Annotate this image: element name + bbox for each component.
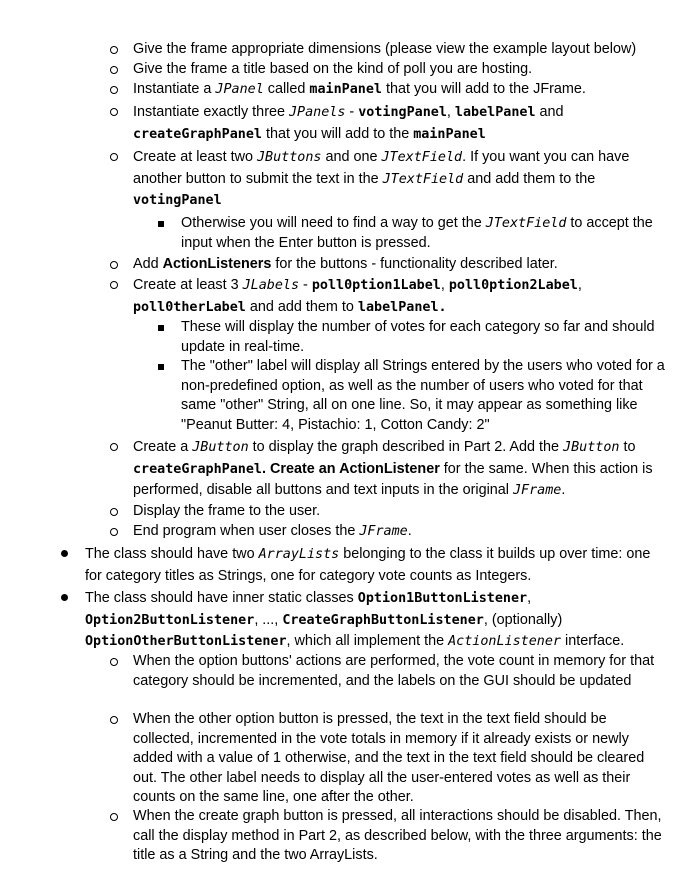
code-italic: JTextField [485, 216, 567, 231]
item-text: for the same. When this action is performed, disable all buttons and text inputs in the original [133, 460, 653, 498]
hollow-circle-bullet-icon [110, 108, 118, 116]
item-text: Create at least two [133, 149, 257, 165]
item-text: interface. [561, 633, 625, 649]
hollow-circle-bullet-icon [110, 86, 118, 94]
list-item [133, 255, 667, 275]
code-bold: mainPanel [309, 82, 382, 97]
list-item [85, 588, 665, 653]
list-item [133, 437, 667, 502]
item-text: and [535, 104, 564, 120]
item-text: to display the graph described in Part 2. Add the [248, 439, 564, 455]
code-italic: JPanels [289, 105, 346, 120]
code-italic: JPanel [215, 82, 264, 97]
item-text: End program when user closes the [133, 523, 360, 539]
item-text: When the option buttons' actions are performed, the vote count in memory for that category should be incremented, and the labels on the GUI should be updated [133, 653, 655, 689]
item-text: The class should have inner static classes [85, 590, 358, 606]
list-item [181, 357, 667, 435]
item-text: - [299, 277, 312, 293]
item-text: , [527, 590, 532, 606]
code-italic: JButton [563, 440, 620, 455]
code-italic: ActionListener [448, 634, 561, 649]
hollow-circle-bullet-icon [110, 716, 118, 724]
hollow-circle-bullet-icon [110, 508, 118, 516]
code-italic: JButton [192, 440, 249, 455]
hollow-circle-bullet-icon [110, 658, 118, 666]
filled-circle-bullet-icon [61, 550, 68, 557]
code-bold: Option2ButtonListener [85, 612, 255, 628]
code-bold: votingPanel [133, 193, 222, 208]
list-item [85, 544, 665, 587]
item-text: These will display the number of votes for each category so far and should update in real-time. [181, 319, 655, 355]
item-text: that you will add to the JFrame. [381, 81, 586, 97]
hollow-circle-bullet-icon [110, 281, 118, 289]
item-text: When the other option button is pressed, the text in the text field should be collected, incremented in the vote totals in memory if it already exists or newly added with a value of 1 otherwise, and the text in the text field should be cleared out. The other label needs to display all the user-entered votes as well as their counts on the same line, one after the other. [133, 711, 645, 805]
item-text: that you will add to the [262, 125, 414, 142]
bold-term: ActionListener [339, 460, 440, 477]
hollow-circle-bullet-icon [110, 66, 118, 74]
list-item [133, 710, 667, 808]
code-bold: labelPanel [454, 105, 536, 120]
hollow-circle-bullet-icon [110, 813, 118, 821]
item-text: . [561, 482, 566, 498]
list-item [181, 214, 667, 253]
code-bold: createGraphPanel [133, 461, 262, 477]
list-item [133, 80, 667, 100]
hollow-circle-bullet-icon [110, 153, 118, 161]
code-bold: poll0therLabel [133, 299, 246, 315]
code-bold: poll0ption1Label [311, 278, 441, 293]
item-text: , which all implement the [286, 633, 449, 649]
item-text: and add them to [245, 298, 358, 315]
item-text: , [446, 104, 455, 120]
list-item [133, 807, 667, 866]
item-text: , [577, 277, 582, 293]
code-italic: JTextField [382, 171, 464, 187]
item-text: belonging to the class it builds up over time: one for category titles as Strings, one for category vote counts as Integers. [85, 546, 651, 584]
hollow-circle-bullet-icon [110, 528, 118, 536]
item-text: . [407, 523, 412, 539]
item-text: Give the frame a title based on the kind of poll you are hosting. [133, 61, 533, 77]
item-text: called [263, 81, 310, 97]
item-text: Instantiate exactly three [133, 104, 289, 120]
item-text: for the buttons - functionality described later. [271, 256, 558, 272]
item-text: - [345, 104, 359, 120]
item-text: The "other" label will display all Strings entered by the users who voted for a non-predefined option, as well as the number of users who voted for that same "other" String, all on one line. So, it may appear as something like "Peanut Butter: 4, Pistachio: 1, Cotton Candy: 2" [181, 358, 665, 433]
code-bold: createGraphPanel [133, 126, 262, 142]
item-text: to [619, 439, 636, 455]
item-text: and add them to the [463, 170, 596, 187]
item-text: Create at least 3 [133, 277, 243, 293]
hollow-circle-bullet-icon [110, 261, 118, 269]
square-bullet-icon [158, 364, 164, 370]
item-text: , (optionally) [483, 611, 563, 628]
bold-term: ActionListeners [162, 256, 272, 272]
code-italic: JTextField [381, 150, 463, 165]
list-item [133, 60, 667, 80]
item-text: , ..., [254, 611, 283, 628]
square-bullet-icon [158, 221, 164, 227]
item-text: Instantiate a [133, 81, 216, 97]
code-bold: votingPanel [358, 105, 447, 120]
code-italic: ArrayLists [258, 547, 340, 562]
item-text: Otherwise you will need to find a way to get the [181, 215, 486, 231]
code-italic: JLabels [242, 278, 300, 293]
item-text: The class should have two [85, 546, 259, 562]
item-text: Display the frame to the user. [133, 503, 321, 519]
square-bullet-icon [158, 325, 164, 331]
bold-term: . Create an [262, 460, 340, 477]
list-item [133, 102, 667, 145]
item-text: and one [321, 149, 382, 165]
code-italic: JFrame [359, 524, 408, 539]
code-bold: CreateGraphButtonListener [282, 612, 484, 628]
item-text: When the create graph button is pressed, all interactions should be disabled. Then, call the display method in Part 2, as described below, with the three arguments: the title as a String and the two ArrayLists. [133, 808, 662, 863]
list-item [133, 502, 667, 522]
list-item [133, 275, 667, 318]
list-item [133, 652, 667, 691]
item-text: . If you want you can have another button to submit the text in the [133, 149, 630, 187]
code-bold: mainPanel [413, 126, 486, 142]
code-italic: JFrame [512, 483, 562, 498]
item-text: Create a [133, 439, 193, 455]
code-bold: Option1ButtonListener [357, 591, 528, 606]
hollow-circle-bullet-icon [110, 46, 118, 54]
list-item [133, 522, 667, 542]
list-item [133, 147, 667, 212]
code-bold: OptionOtherButtonListener [85, 634, 287, 649]
code-bold: labelPanel. [357, 299, 447, 315]
hollow-circle-bullet-icon [110, 443, 118, 451]
item-text: , [440, 277, 449, 293]
item-text: Add [133, 256, 163, 272]
item-text: Give the frame appropriate dimensions (please view the example layout below) [133, 41, 637, 57]
list-item [133, 40, 667, 60]
filled-circle-bullet-icon [61, 594, 68, 601]
list-item [181, 318, 667, 357]
code-bold: poll0ption2Label [448, 278, 578, 293]
code-italic: JButtons [256, 150, 322, 165]
item-text: to accept the input when the Enter button is pressed. [181, 215, 653, 251]
